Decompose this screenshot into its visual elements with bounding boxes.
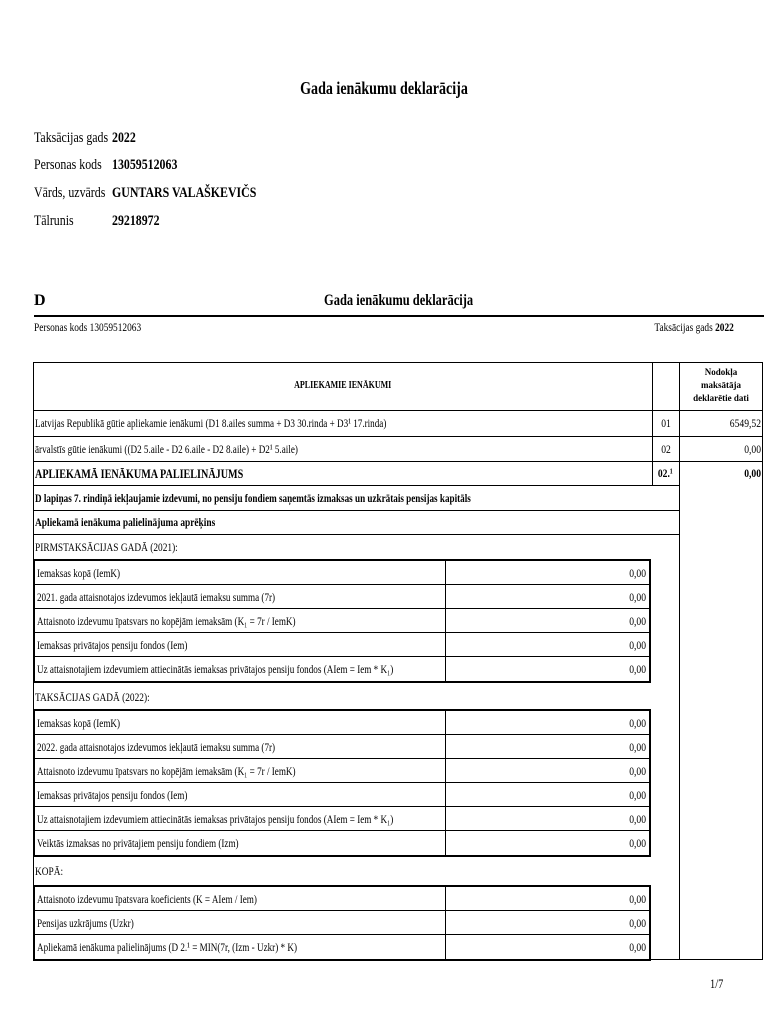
group-title-2021: PIRMSTAKSĀCIJAS GADĀ (2021): (35, 540, 178, 554)
subtable-value: 0,00 (629, 836, 646, 850)
subtable-divider (445, 561, 446, 584)
subtable-label: 2022. gada attaisnotajos izdevumos iekļautā iemaksu summa (7r) (37, 740, 276, 754)
subtable-2022 (33, 709, 651, 857)
subtable-label: Uz attaisnotajiem izdevumiem attiecinātās iemaksas privātajos pensiju fondos (AIem = Iem * K₁) (37, 662, 394, 676)
subtable-label: Veiktās izmaksas no privātajiem pensiju fondiem (Izm) (37, 836, 239, 850)
subtable-divider (445, 759, 446, 782)
info-label: Tālrunis (34, 213, 74, 229)
row-value: 0,00 (744, 442, 761, 456)
table-header-main: APLIEKAMIE IENĀKUMI (293, 380, 392, 391)
info-row-personal-code (34, 157, 191, 174)
table-row (35, 783, 649, 807)
subtable-value: 0,00 (629, 788, 646, 802)
subtable-value: 0,00 (629, 662, 646, 676)
table-divider (33, 461, 763, 462)
row-value: 0,00 (744, 466, 761, 480)
subtable-divider (445, 911, 446, 934)
subtable-value: 0,00 (629, 614, 646, 628)
subtable-label: Iemaksas privātajos pensiju fondos (Iem) (37, 638, 188, 652)
table-divider (33, 436, 763, 437)
subtable-label: Apliekamā ienākuma palielinājums (D 2.¹ = MIN(7r, (Izm - Uzkr) * K) (37, 940, 298, 954)
personal-code-line: Personas kods 13059512063 (34, 320, 142, 334)
subtable-divider (445, 585, 446, 608)
section-rule (34, 315, 764, 317)
subtable-label: Attaisnoto izdevumu īpatsvara koeficients (K = AIem / Iem) (37, 892, 257, 906)
info-label: Vārds, uzvārds (34, 185, 106, 201)
document-title: Gada ienākumu deklarācija (300, 78, 468, 98)
subtable-2021 (33, 559, 651, 683)
info-label: Taksācijas gads (34, 130, 109, 146)
table-row (35, 807, 649, 831)
info-row-phone (34, 213, 170, 230)
table-row (35, 633, 649, 657)
subtable-value: 0,00 (629, 940, 646, 954)
table-row (35, 831, 649, 855)
table-row (35, 735, 649, 759)
table-divider (652, 362, 653, 410)
table-row (35, 561, 649, 585)
subtable-divider (445, 887, 446, 910)
subtable-divider (445, 783, 446, 806)
section-header (34, 292, 764, 314)
calc-title: Apliekamā ienākuma palielinājuma aprēķins (35, 515, 216, 529)
info-label: Personas kods (34, 157, 102, 173)
subtable-divider (445, 831, 446, 855)
subtable-divider (445, 807, 446, 830)
row-code: 02.¹ (658, 466, 673, 480)
section-letter: D (34, 292, 46, 309)
page-number: 1/7 (710, 976, 724, 991)
table-row (35, 609, 649, 633)
row-code: 02 (660, 442, 671, 456)
info-row-year (34, 130, 141, 147)
d-row-label: D lapiņas 7. rindiņā iekļaujamie izdevumi, no pensiju fondiem saņemtās izmaksas un uzkrātais pensijas kapitāls (35, 491, 471, 505)
subtable-total (33, 885, 651, 961)
subtable-value: 0,00 (629, 812, 646, 826)
subtable-divider (445, 735, 446, 758)
subtable-value: 0,00 (629, 590, 646, 604)
info-value: 13059512063 (111, 157, 178, 173)
table-divider (33, 410, 763, 411)
table-divider (33, 485, 679, 486)
tax-year-line: Taksācijas gads 2022 (654, 320, 734, 334)
info-row-name (34, 185, 288, 202)
subtable-divider (445, 609, 446, 632)
info-value: GUNTARS VALAŠKEVIČS (111, 185, 257, 201)
subtable-label: Iemaksas kopā (IemK) (37, 716, 121, 730)
subtable-value: 0,00 (629, 916, 646, 930)
subtable-value: 0,00 (629, 716, 646, 730)
table-row (35, 935, 649, 959)
table-header-side: Nodokļa maksātāja deklarētie dati (693, 367, 749, 403)
subtable-label: Uz attaisnotajiem izdevumiem attiecinātās iemaksas privātajos pensiju fondos (AIem = Iem * K₁) (37, 812, 394, 826)
table-divider (33, 534, 679, 535)
info-value: 29218972 (111, 213, 160, 229)
subtable-divider (445, 935, 446, 959)
subtable-label: Pensijas uzkrājums (Uzkr) (37, 916, 134, 930)
group-title-total: KOPĀ: (35, 864, 64, 878)
subtable-divider (445, 657, 446, 681)
subtable-value: 0,00 (629, 740, 646, 754)
subtable-value: 0,00 (629, 764, 646, 778)
table-row (35, 585, 649, 609)
row-code: 01 (660, 416, 671, 430)
table-row (35, 887, 649, 911)
subtable-divider (445, 711, 446, 734)
subtable-label: Iemaksas privātajos pensiju fondos (Iem) (37, 788, 188, 802)
section-title: Gada ienākumu deklarācija (324, 292, 474, 309)
subtable-divider (445, 633, 446, 656)
row-label: ārvalstīs gūtie ienākumi ((D2 5.aile - D2 6.aile - D2 8.aile) + D2¹ 5.aile) (35, 442, 298, 456)
row-value: 6549,52 (729, 416, 761, 430)
table-row (35, 711, 649, 735)
subtable-label: Attaisnoto izdevumu īpatsvars no kopējām iemaksām (K₁ = 7r / IemK) (37, 764, 296, 778)
row-label: Latvijas Republikā gūtie apliekamie ienākumi (D1 8.ailes summa + D3 30.rinda + D3¹ 17.rinda) (35, 416, 387, 430)
subtable-value: 0,00 (629, 892, 646, 906)
subtable-label: 2021. gada attaisnotajos izdevumos iekļautā iemaksu summa (7r) (37, 590, 276, 604)
table-divider (33, 510, 679, 511)
group-title-2022: TAKSĀCIJAS GADĀ (2022): (35, 690, 150, 704)
row-label: APLIEKAMĀ IENĀKUMA PALIELINĀJUMS (35, 466, 244, 481)
table-row (35, 657, 649, 681)
info-value: 2022 (111, 130, 136, 146)
subtable-label: Iemaksas kopā (IemK) (37, 566, 121, 580)
table-row (35, 759, 649, 783)
subtable-value: 0,00 (629, 638, 646, 652)
subtable-value: 0,00 (629, 566, 646, 580)
subtable-label: Attaisnoto izdevumu īpatsvars no kopējām iemaksām (K₁ = 7r / IemK) (37, 614, 296, 628)
table-row (35, 911, 649, 935)
